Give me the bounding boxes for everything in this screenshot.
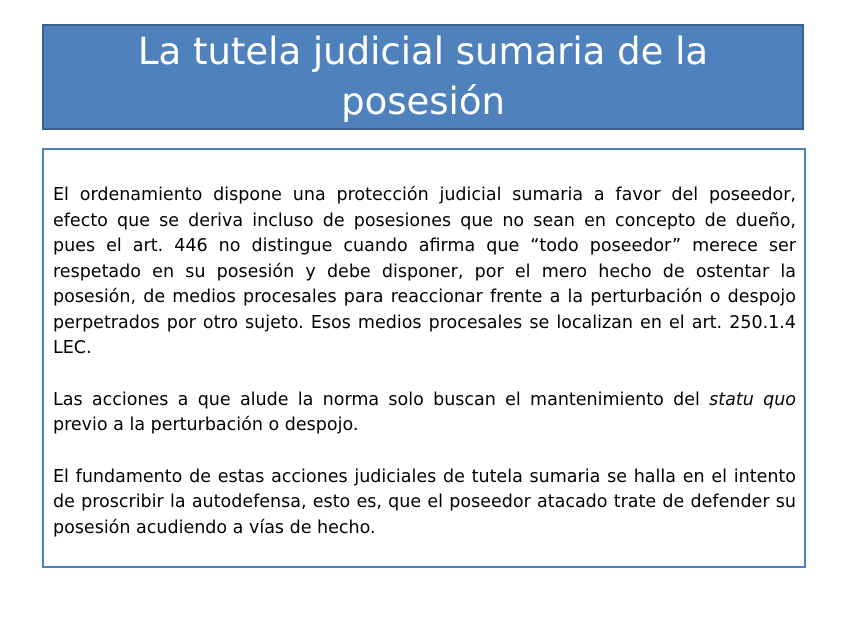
- paragraph-2: [53, 388, 796, 439]
- title-banner: [42, 24, 804, 130]
- paragraph-2-italic-term: statu quo: [709, 389, 797, 410]
- paragraph-2-text-after: previo a la perturbación o despojo.: [53, 415, 359, 435]
- paragraph-3: El fundamento de estas acciones judiciales de tutela sumaria se halla en el intento de proscribir la autodefensa, esto es, que el poseedor atacado trate de defender su posesión acudiendo a vías de hecho.: [53, 466, 796, 538]
- paragraph-1: El ordenamiento dispone una protección judicial sumaria a favor del poseedor, efecto que se deriva incluso de posesiones que no sean en concepto de dueño, pues el art. 446 no distingue cuando afirma que “todo poseedor” merece ser respetado en su posesión y debe disponer, por el mero hecho de ostentar la posesión, de medios procesales para reaccionar frente a la perturbación o despojo perpetrados por otro sujeto. Esos medios procesales se localizan en el art. 250.1.4 LEC.: [53, 185, 796, 358]
- slide-title: La tutela judicial sumaria de la posesión: [137, 30, 709, 123]
- content-panel: [42, 148, 806, 568]
- paragraph-2-text-before: Las acciones a que alude la norma solo buscan el mantenimiento del: [53, 389, 710, 410]
